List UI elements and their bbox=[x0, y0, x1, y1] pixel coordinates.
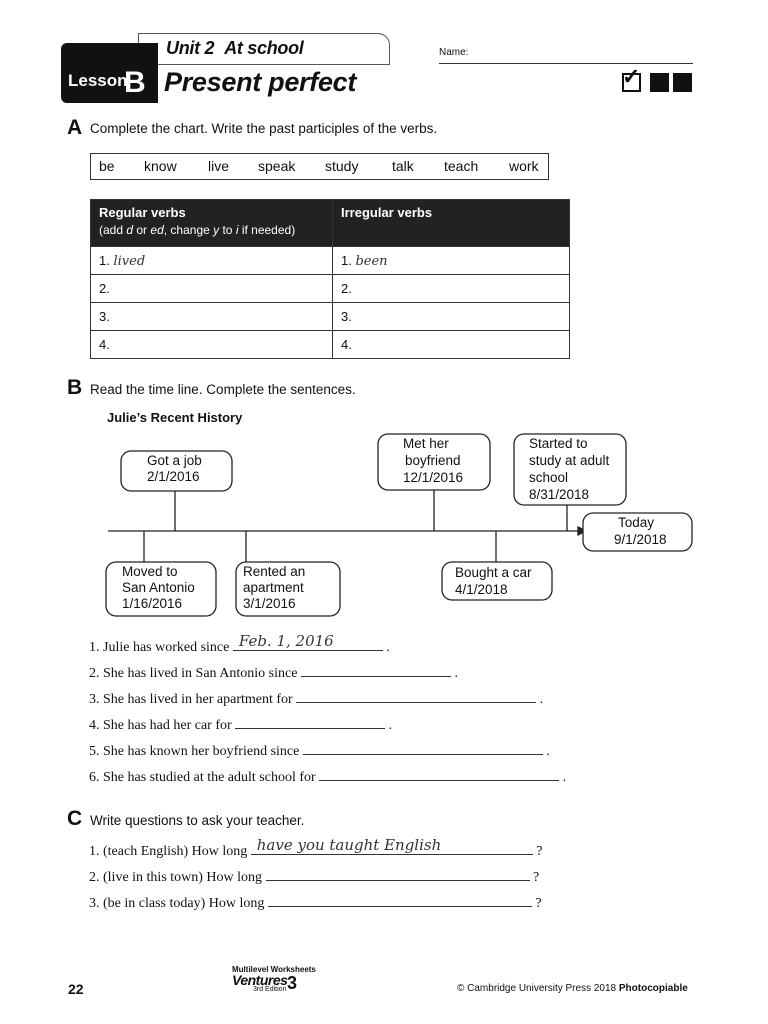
check-icon: ✓ bbox=[622, 64, 641, 89]
verb-item: talk bbox=[392, 158, 414, 174]
question-2: 2. (live in this town) How long ? bbox=[89, 866, 539, 886]
regular-header: Regular verbs (add d or ed, change y to i if needed) bbox=[91, 200, 333, 247]
event-started: Started to study at adult school 8/31/2018 bbox=[529, 436, 610, 502]
brand-logo: Ventures bbox=[232, 972, 288, 988]
sentence-3: 3. She has lived in her apartment for . bbox=[89, 688, 543, 708]
section-b-letter: B bbox=[67, 376, 83, 399]
unit-number: Unit 2 bbox=[166, 38, 215, 58]
irregular-cell[interactable]: 3. bbox=[333, 303, 570, 331]
verb-item: live bbox=[208, 158, 230, 174]
event-bought: Bought a car 4/1/2018 bbox=[455, 565, 532, 597]
verb-item: know bbox=[144, 158, 177, 174]
event-rented: Rented an apartment 3/1/2016 bbox=[243, 564, 306, 611]
answer-text: been bbox=[355, 253, 388, 269]
section-a-letter: A bbox=[67, 116, 83, 139]
timeline-title: Julie’s Recent History bbox=[107, 410, 243, 425]
irregular-cell[interactable]: 2. bbox=[333, 275, 570, 303]
irregular-cell[interactable]: 4. bbox=[333, 331, 570, 359]
answer-text: Feb. 1, 2016 bbox=[238, 632, 334, 650]
answer-blank[interactable] bbox=[303, 740, 543, 755]
answer-blank[interactable] bbox=[268, 892, 532, 907]
verb-item: work bbox=[509, 158, 539, 174]
sentence-6: 6. She has studied at the adult school for . bbox=[89, 766, 566, 786]
irregular-header: Irregular verbs bbox=[333, 200, 570, 247]
answer-blank[interactable] bbox=[233, 632, 383, 651]
copyright: © Cambridge University Press 2018 Photocopiable bbox=[457, 983, 688, 994]
answer-blank[interactable] bbox=[266, 866, 530, 881]
regular-cell[interactable]: 3. bbox=[91, 303, 333, 331]
answer-text: lived bbox=[113, 253, 146, 269]
lesson-letter: B bbox=[124, 66, 146, 99]
name-label: Name: bbox=[439, 47, 469, 58]
verb-item: study bbox=[325, 158, 359, 174]
regular-cell[interactable]: 4. bbox=[91, 331, 333, 359]
verb-item: teach bbox=[444, 158, 479, 174]
regular-subheader: (add d or ed, change y to i if needed) bbox=[99, 223, 296, 237]
unit-topic: At school bbox=[224, 38, 304, 58]
verb-item: be bbox=[99, 158, 115, 174]
sentence-5: 5. She has known her boyfriend since . bbox=[89, 740, 550, 760]
brand-level: 3 bbox=[287, 973, 298, 993]
sentence-4: 4. She has had her car for . bbox=[89, 714, 392, 734]
section-c-letter: C bbox=[67, 807, 83, 830]
brand-series: Multilevel Worksheets bbox=[232, 965, 316, 974]
event-got-job: Got a job 2/1/2016 bbox=[147, 453, 202, 484]
brand-edition: 3rd Edition bbox=[253, 986, 287, 993]
section-c-instruction: Write questions to ask your teacher. bbox=[90, 813, 305, 828]
section-a-instruction: Complete the chart. Write the past participles of the verbs. bbox=[90, 121, 438, 136]
regular-cell[interactable]: 2. bbox=[91, 275, 333, 303]
verb-item: speak bbox=[258, 158, 296, 174]
event-met: Met her boyfriend 12/1/2016 bbox=[403, 436, 464, 485]
sentence-1: 1. Julie has worked since Feb. 1, 2016 . bbox=[89, 632, 390, 655]
answer-blank[interactable] bbox=[296, 688, 536, 703]
event-today: Today 9/1/2018 bbox=[614, 515, 667, 547]
event-moved: Moved to San Antonio 1/16/2016 bbox=[122, 564, 195, 611]
question-3: 3. (be in class today) How long ? bbox=[89, 892, 542, 912]
answer-text: have you taught English bbox=[256, 836, 442, 854]
answer-blank[interactable] bbox=[319, 766, 559, 781]
page-number: 22 bbox=[68, 981, 84, 997]
answer-blank[interactable] bbox=[301, 662, 451, 677]
regular-cell[interactable]: 1. lived bbox=[91, 247, 333, 275]
page-title: Present perfect bbox=[164, 67, 357, 97]
irregular-cell[interactable]: 1. been bbox=[333, 247, 570, 275]
lesson-word: Lesson bbox=[68, 71, 128, 90]
section-b-instruction: Read the time line. Complete the sentences. bbox=[90, 382, 356, 397]
question-1: 1. (teach English) How long have you taught English ? bbox=[89, 836, 543, 859]
answer-blank[interactable] bbox=[235, 714, 385, 729]
sentence-2: 2. She has lived in San Antonio since . bbox=[89, 662, 458, 682]
